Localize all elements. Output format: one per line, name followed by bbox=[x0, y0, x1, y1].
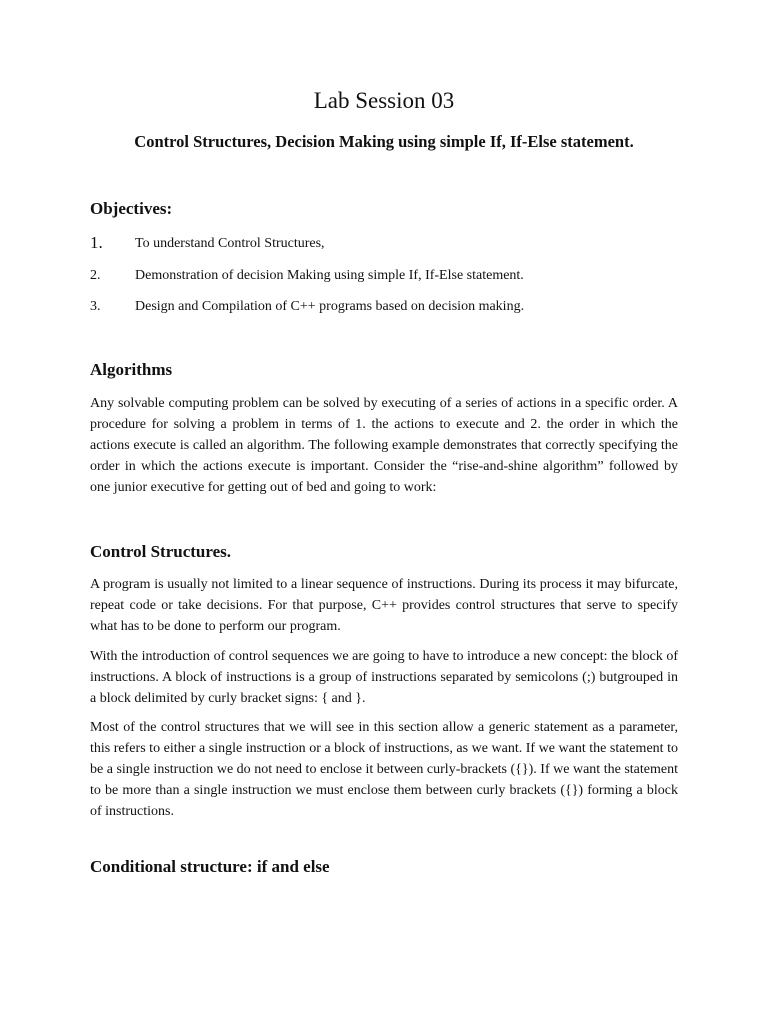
control-structures-heading: Control Structures. bbox=[90, 542, 232, 561]
control-structures-paragraph-2: With the introduction of control sequences we are going to have to introduce a new concept: the block of instructions. A block of instructions is a group of instructions separated by semicolons (;) butgrouped in a block delimited by curly bracket signs: { and }. bbox=[90, 649, 678, 706]
control-structures-paragraph-3: Most of the control structures that we will see in this section allow a generic statement as a parameter, this refers to either a single instruction or a block of instructions, as we want. If we want the statement to be a single instruction we do not need to enclose it between curly-brackets ({}). If we want the statement to be more than a single instruction we must enclose them between curly brackets ({}) forming a block of instructions. bbox=[90, 720, 678, 819]
objective-text: To understand Control Structures, bbox=[135, 236, 325, 251]
objective-text: Demonstration of decision Making using simple If, If-Else statement. bbox=[135, 268, 524, 283]
page-subtitle: Control Structures, Decision Making using simple If, If-Else statement. bbox=[134, 132, 634, 151]
control-structures-paragraph-1: A program is usually not limited to a linear sequence of instructions. During its process it may bifurcate, repeat code or take decisions. For that purpose, C++ provides control structures that serve to specify what has to be done to perform our program. bbox=[90, 577, 678, 634]
objectives-heading: Objectives: bbox=[90, 199, 173, 218]
objective-number: 3. bbox=[90, 299, 101, 314]
page-title: Lab Session 03 bbox=[313, 88, 455, 113]
objective-number: 2. bbox=[90, 268, 101, 283]
algorithms-heading: Algorithms bbox=[90, 360, 173, 379]
objective-number: 1. bbox=[90, 233, 103, 252]
algorithms-paragraph: Any solvable computing problem can be solved by executing of a series of actions in a specific order. A procedure for solving a problem in terms of 1. the actions to execute and 2. the order in which the actions execute is called an algorithm. The following example demonstrates that correctly specifying the order in which the actions execute is important. Consider the “rise-and-shine algorithm” followed by one junior executive for getting out of bed and going to work: bbox=[90, 396, 678, 495]
objective-text: Design and Compilation of C++ programs based on decision making. bbox=[135, 299, 525, 314]
conditional-structure-heading: Conditional structure: if and else bbox=[90, 857, 330, 876]
